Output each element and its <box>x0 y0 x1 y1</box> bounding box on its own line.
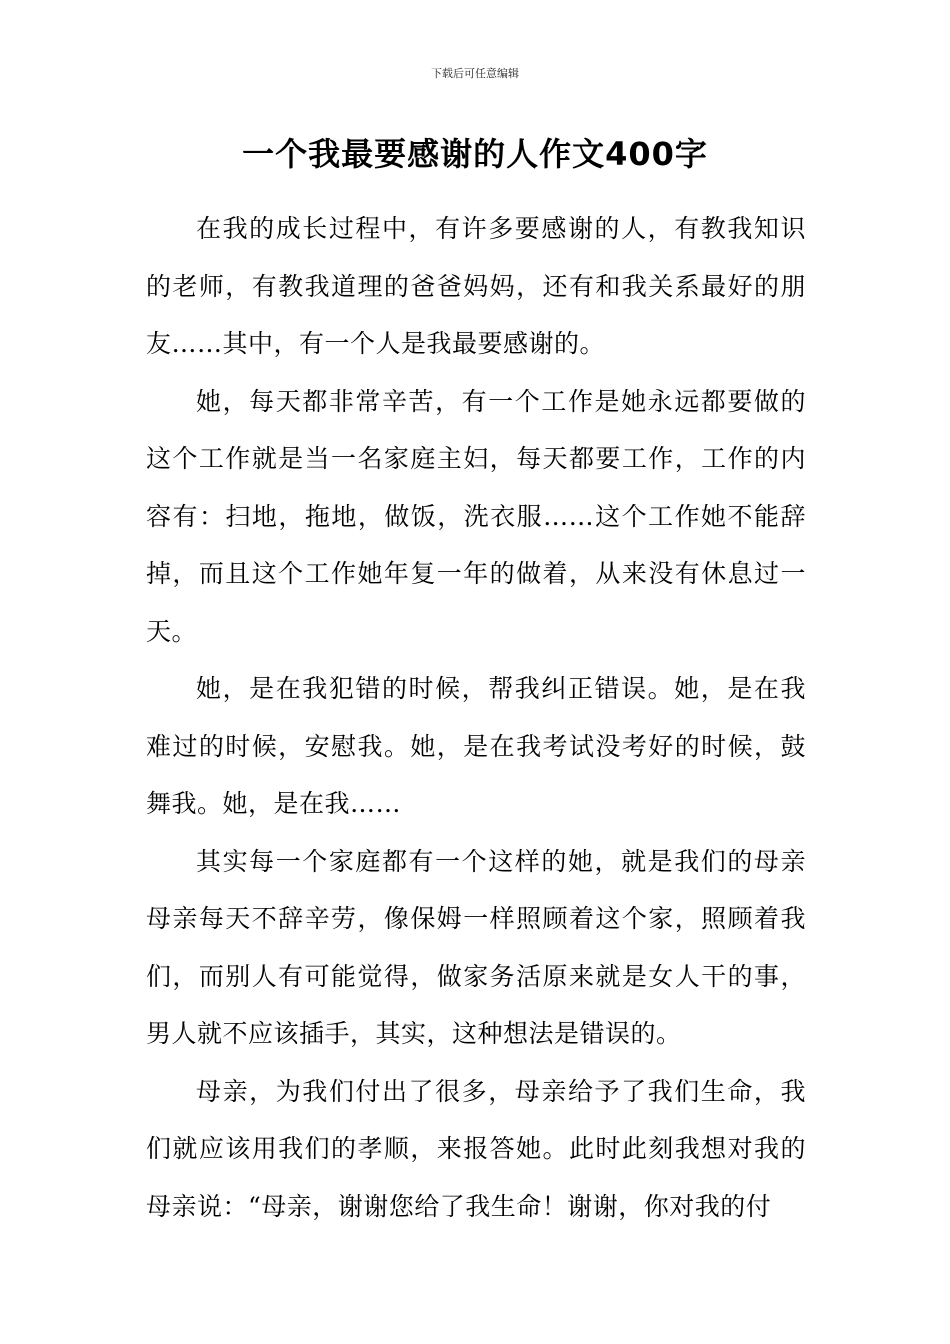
body-paragraph-2: 她，每天都非常辛苦，有一个工作是她永远都要做的这个工作就是当一名家庭主妇，每天都要工作，工作的内容有：扫地，拖地，做饭，洗衣服……这个工作她不能辞掉，而且这个工作她年复一年的做着，从来没有休息过一天。 <box>146 386 806 646</box>
body-paragraph-1: 在我的成长过程中，有许多要感谢的人，有教我知识的老师，有教我道理的爸爸妈妈，还有和我关系最好的朋友……其中，有一个人是我最要感谢的。 <box>146 214 806 358</box>
body-paragraph-3: 她，是在我犯错的时候，帮我纠正错误。她，是在我难过的时候，安慰我。她，是在我考试没考好的时候，鼓舞我。她，是在我…… <box>146 674 806 818</box>
body-paragraph-5: 母亲，为我们付出了很多，母亲给予了我们生命，我们就应该用我们的孝顺，来报答她。此时此刻我想对我的母亲说：“母亲，谢谢您给了我生命！谢谢，你对我的付 <box>146 1076 806 1221</box>
document-body <box>146 200 806 1235</box>
body-paragraph-4: 其实每一个家庭都有一个这样的她，就是我们的母亲母亲每天不辞辛劳，像保姆一样照顾着这个家，照顾着我们，而别人有可能觉得，做家务活原来就是女人干的事，男人就不应该插手，其实，这种想法是错误的。 <box>146 846 806 1048</box>
document-title: 一个我最要感谢的人作文400字 <box>242 135 708 173</box>
page-header-note: 下载后可任意编辑 <box>431 67 519 80</box>
